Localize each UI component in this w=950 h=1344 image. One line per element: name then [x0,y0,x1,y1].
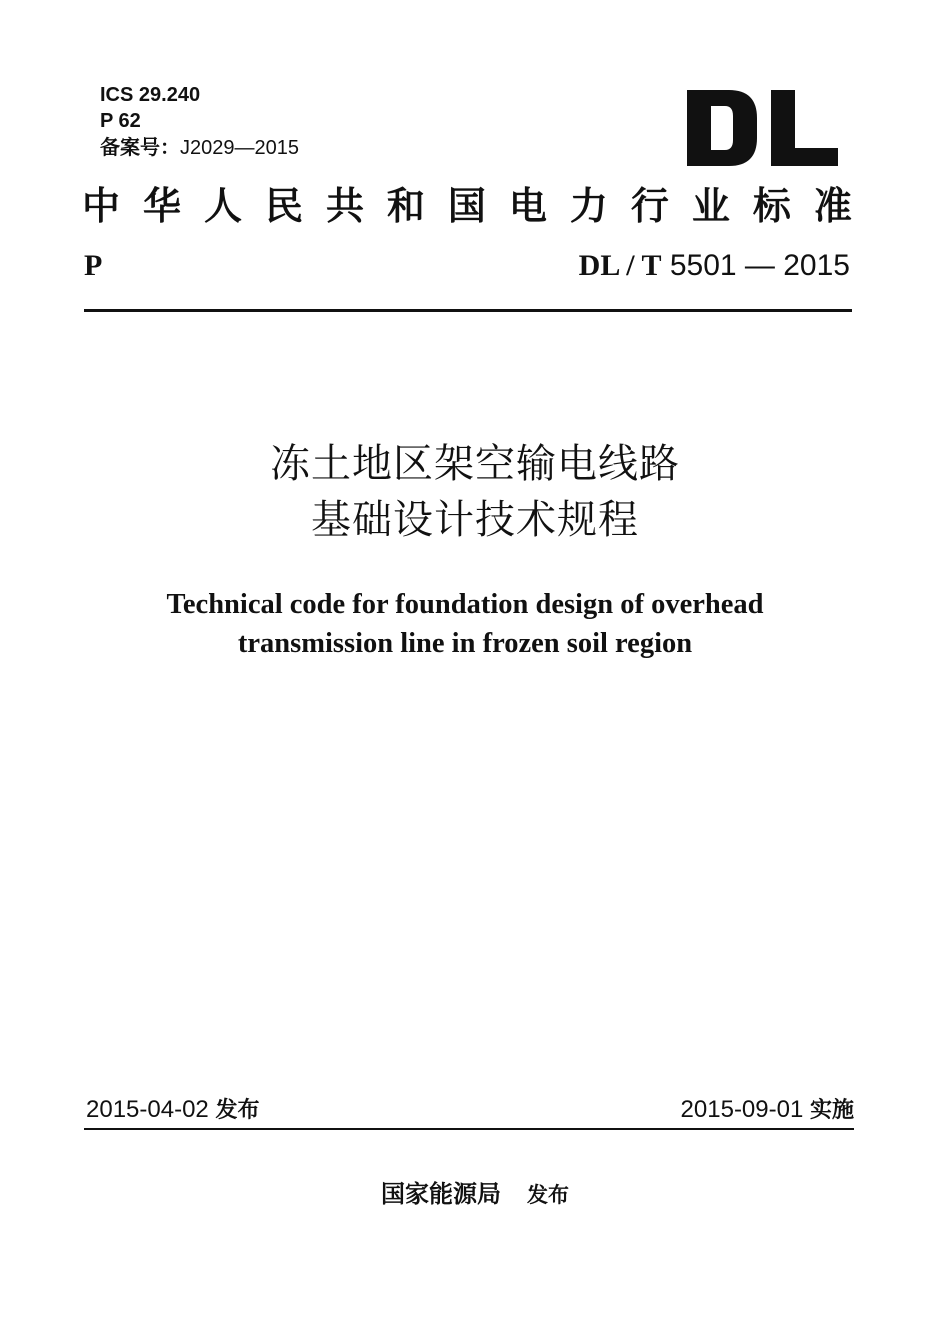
category-char: 标 [752,183,791,228]
ccs-code: P 62 [100,110,141,132]
category-char: 行 [630,183,669,228]
category-char: 国 [447,183,486,228]
record-number-value: J2029—2015 [180,137,299,159]
english-title-line-1: Technical code for foundation design of overhead [166,589,764,620]
english-title-line-2: transmission line in frozen soil region [237,628,693,659]
logo-letter-d [687,90,757,166]
category-char: 准 [813,183,852,228]
category-char: 业 [691,183,730,228]
footer-divider [84,1128,854,1130]
implement-date-value: 2015-09-01 [680,1096,804,1123]
header-divider [84,309,852,312]
implement-date [681,1094,854,1127]
record-number-label: 备案号： [100,137,180,159]
implement-date-label: 实施 [809,1098,854,1123]
category-char: 中 [82,183,121,228]
standard-number [579,247,850,285]
standard-code: DL / T [578,249,662,282]
category-char: 共 [325,183,364,228]
issue-date-value: 2015-04-02 [86,1096,209,1123]
category-char: 力 [569,183,608,228]
issue-date-label: 发布 [215,1098,260,1123]
category-char: 人 [203,183,242,228]
category-char: 华 [142,183,181,228]
publisher-name: 国家能源局 [381,1179,501,1208]
category-char: 民 [264,183,303,228]
dl-logo-mark [685,88,840,168]
dl-logo [685,88,840,168]
issue-date [86,1094,259,1127]
standard-category-title [82,180,852,232]
chinese-title-line-1: 冻土地区架空输电线路 [270,441,680,487]
classification-letter: P [84,249,103,282]
chinese-title-line-2: 基础设计技术规程 [311,497,639,543]
ics-code: ICS 29.240 [100,84,201,106]
logo-letter-l [771,90,838,166]
record-number-line [100,136,299,160]
standard-number-value: 5501 — 2015 [669,249,850,282]
publisher-action: 发布 [527,1183,569,1207]
category-char: 电 [508,183,547,228]
publisher [0,1176,950,1213]
category-char: 和 [386,183,425,228]
